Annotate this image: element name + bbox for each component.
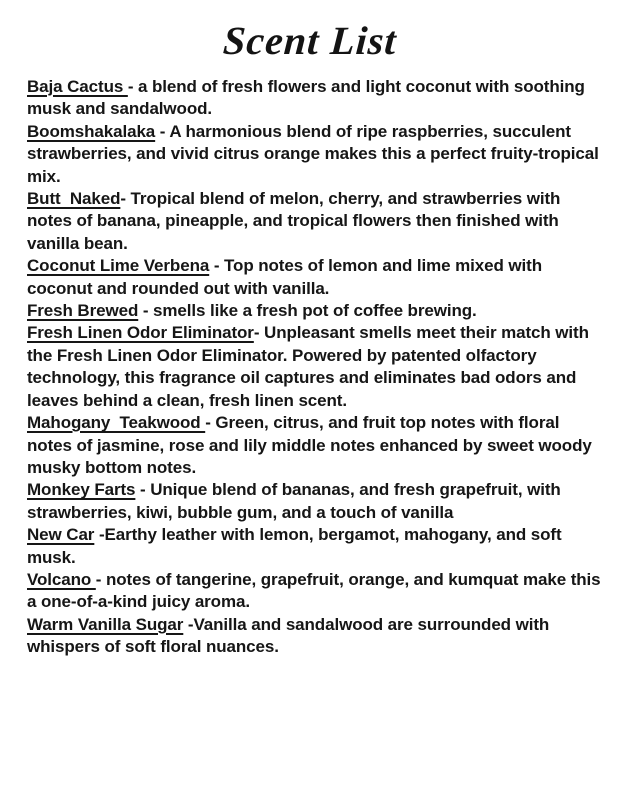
- scent-name: Coconut Lime Verbena: [27, 256, 210, 276]
- scent-desc: - Unpleasant smells meet their match with the Fresh Linen Odor Eliminator. Powered by patented olfactory technology, this fragrance oil captures and eliminates bad odors and leaves behind a clean, fresh linen scent.: [27, 323, 594, 410]
- scent-desc: - smells like a fresh pot of coffee brewing.: [138, 301, 477, 321]
- scent-entry: [27, 300, 605, 322]
- scent-desc: - Green, citrus, and fruit top notes with floral notes of jasmine, rose and lily middle notes enhanced by sweet woody musky bottom notes.: [27, 413, 597, 477]
- scent-name: New Car: [27, 525, 95, 545]
- scent-name: Butt Naked: [27, 189, 121, 209]
- scent-desc: - Top notes of lemon and lime mixed with coconut and rounded out with vanilla.: [27, 256, 547, 298]
- scent-name: Monkey Farts: [27, 480, 136, 500]
- scent-entry: [27, 188, 605, 255]
- page-title: Scent List: [221, 18, 399, 63]
- scent-name: Mahogany Teakwood: [27, 413, 206, 433]
- scent-entry: [27, 121, 605, 188]
- scent-name: Baja Cactus: [27, 77, 128, 96]
- scent-desc: - Tropical blend of melon, cherry, and strawberries with notes of banana, pineapple, and tropical flowers then finished with vanilla bean.: [27, 189, 565, 253]
- scent-entry: [27, 255, 605, 300]
- scent-entry: [27, 479, 605, 524]
- scent-entry: [27, 412, 605, 479]
- scent-name: Fresh Brewed: [27, 301, 139, 321]
- scent-desc: - Unique blend of bananas, and fresh grapefruit, with strawberries, kiwi, bubble gum, and a touch of vanilla: [27, 480, 566, 522]
- scent-entry: [27, 76, 605, 121]
- scent-name: Fresh Linen Odor Eliminator: [27, 323, 254, 343]
- scent-desc: - notes of tangerine, grapefruit, orange, and kumquat make this a one-of-a-kind juicy aroma.: [27, 569, 606, 612]
- scent-entry: [27, 569, 605, 614]
- scent-entry: [27, 322, 605, 412]
- scent-list: [27, 76, 605, 659]
- scent-name: Warm Vanilla Sugar: [27, 614, 184, 634]
- scent-desc: - A harmonious blend of ripe raspberries, succulent strawberries, and vivid citrus orange makes this a perfect fruity-tropical mix.: [27, 121, 604, 186]
- scent-name: Boomshakalaka: [27, 121, 156, 141]
- scent-desc: -Vanilla and sandalwood are surrounded with whispers of soft floral nuances.: [27, 614, 554, 657]
- scent-desc: - a blend of fresh flowers and light coconut with soothing musk and sandalwood.: [27, 77, 590, 119]
- scent-entry: [27, 614, 605, 659]
- scent-entry: [27, 524, 605, 569]
- scent-name: Volcano: [27, 569, 96, 589]
- scent-desc: -Earthy leather with lemon, bergamot, mahogany, and soft musk.: [27, 525, 567, 567]
